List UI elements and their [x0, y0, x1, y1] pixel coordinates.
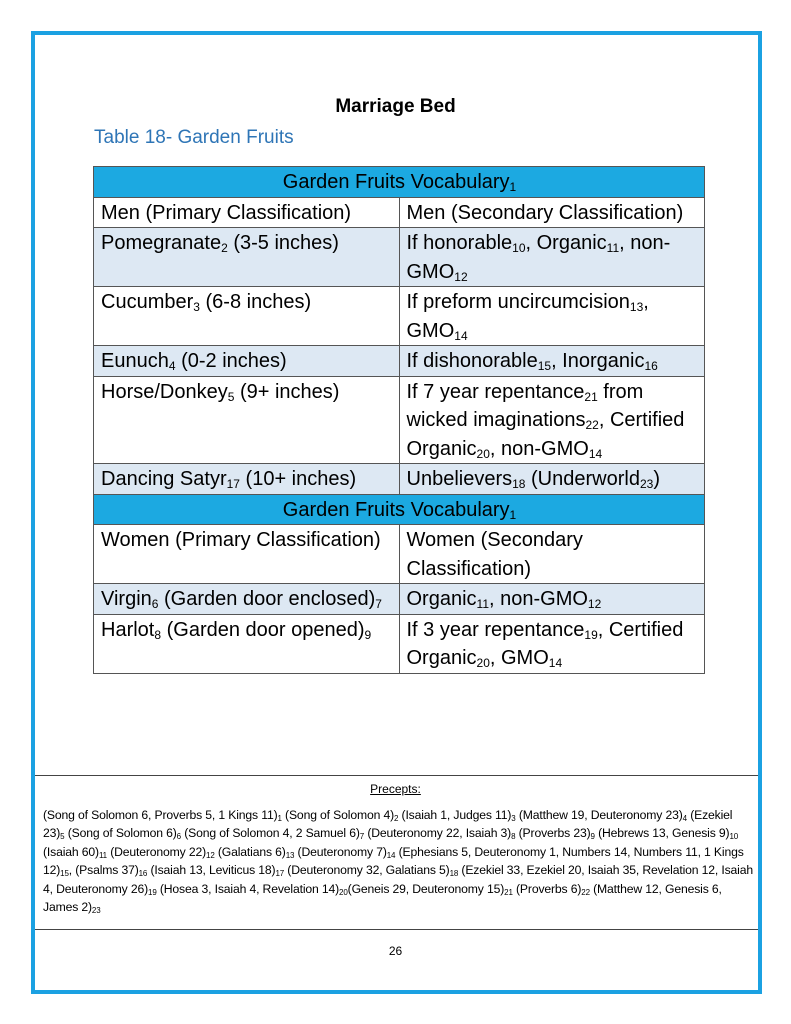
text-segment: (Ezekiel 33, Ezekiel 20, Isaiah 35, Revelation 12, Isaiah 4, Deuteronomy 26): [43, 863, 753, 896]
footnote-marker: 21: [584, 389, 598, 404]
text-segment: , Organic: [525, 232, 607, 254]
table-cell: [399, 464, 705, 495]
text-segment: (3-5 inches): [227, 232, 339, 254]
table-header-row: [94, 494, 705, 525]
footnote-marker: 19: [584, 627, 598, 642]
footnote-marker: 2: [221, 241, 228, 255]
footnote-marker: 9: [364, 627, 372, 642]
text-segment: (Song of Solomon 6): [64, 826, 177, 841]
footnote-marker: 10: [512, 241, 526, 255]
text-segment: Unbelievers: [406, 468, 513, 490]
table-cell: [399, 584, 705, 615]
footnote-marker: 21: [504, 887, 513, 897]
footnote-marker: 4: [168, 359, 176, 373]
text-segment: (Deuteronomy 7): [294, 844, 387, 859]
footnote-marker: 13: [285, 850, 295, 860]
text-segment: If honorable: [406, 232, 513, 254]
footnote-marker: 17: [226, 477, 240, 491]
text-segment: If dishonorable: [406, 350, 538, 372]
table-cell: [94, 167, 705, 198]
text-segment: Women (Secondary Classification): [406, 529, 583, 580]
table-cell: [94, 376, 400, 464]
footnote-marker: 20: [476, 656, 490, 670]
table-cell: [94, 287, 400, 346]
table-cell: [94, 464, 400, 495]
footnote-marker: 11: [476, 597, 489, 611]
footnote-marker: 18: [449, 869, 459, 879]
text-segment: (Deuteronomy 22): [106, 844, 207, 859]
text-segment: , non-GMO: [489, 588, 588, 610]
footnote-marker: 20: [476, 446, 490, 461]
text-segment: (Isaiah 1, Judges 11): [398, 808, 512, 822]
footnote-marker: 11: [606, 241, 620, 255]
footnote-marker: 11: [98, 850, 107, 860]
text-segment: (6-8 inches): [199, 291, 312, 313]
footnote-marker: 15: [537, 359, 552, 373]
footnote-marker: 12: [454, 269, 468, 284]
text-segment: (Geneis 29, Deuteronomy 15): [347, 881, 505, 896]
table-cell: [94, 614, 400, 673]
footnote-marker: 4: [682, 814, 687, 823]
table-row: [94, 525, 705, 584]
text-segment: (Ezekiel 23): [43, 808, 733, 841]
text-segment: (Song of Solomon 6, Proverbs 5, 1 Kings 11): [43, 808, 278, 822]
footnote-marker: 22: [581, 887, 590, 897]
table-cell: [94, 346, 400, 377]
text-segment: (Proverbs 23): [515, 826, 591, 841]
footnote-marker: 7: [359, 832, 365, 842]
table-cell: [94, 197, 400, 228]
table-cell: [399, 228, 705, 287]
table-cell: [399, 525, 705, 584]
footnote-marker: 20: [339, 887, 348, 897]
footnote-marker: 8: [154, 627, 162, 642]
footnote-marker: 3: [193, 300, 200, 314]
footnote-marker: 14: [588, 446, 603, 461]
text-segment: Women (Primary Classification): [101, 529, 381, 551]
page-number-divider: [35, 929, 758, 930]
text-segment: , GMO: [489, 647, 549, 669]
text-segment: Men (Secondary Classification): [406, 201, 684, 224]
text-segment: , GMO: [406, 291, 649, 342]
footnote-marker: 1: [509, 180, 517, 194]
table-cell: [94, 525, 400, 584]
text-segment: (Hosea 3, Isaiah 4, Revelation 14): [156, 881, 340, 896]
table-cell: [399, 197, 705, 228]
footnote-marker: 12: [587, 597, 602, 611]
text-segment: If 7 year repentance: [406, 380, 585, 403]
footnote-marker: 6: [151, 597, 159, 611]
text-segment: (Proverbs 6): [512, 881, 582, 896]
text-segment: Garden Fruits Vocabulary: [282, 171, 510, 193]
text-segment: Men (Primary Classification): [101, 201, 352, 224]
text-segment: (Underworld: [525, 468, 640, 490]
text-segment: (Garden door opened): [161, 618, 365, 641]
text-segment: Pomegranate: [101, 232, 222, 254]
text-segment: Harlot: [101, 618, 155, 641]
text-segment: (Deuteronomy 22, Isaiah 3): [364, 826, 512, 841]
text-segment: (10+ inches): [239, 468, 357, 490]
text-segment: Eunuch: [101, 350, 169, 372]
text-segment: Dancing Satyr: [101, 468, 227, 490]
footnote-marker: 18: [512, 477, 526, 491]
footnote-marker: 19: [148, 887, 157, 897]
precepts-title: Precepts:: [370, 782, 421, 796]
text-segment: , non-GMO: [489, 437, 589, 460]
footnote-marker: 22: [585, 418, 599, 432]
text-segment: (0-2 inches): [175, 350, 287, 372]
text-segment: , (Psalms 37): [68, 863, 139, 878]
footer-divider: [35, 775, 758, 776]
table-cell: [94, 228, 400, 287]
footnote-marker: 2: [393, 814, 399, 823]
text-segment: (Isaiah 60): [43, 844, 99, 859]
text-segment: ): [653, 468, 660, 490]
text-segment: (Isaiah 13, Leviticus 18): [147, 863, 276, 878]
table-row: [94, 614, 705, 673]
text-segment: (Deuteronomy 32, Galatians 5): [284, 863, 450, 878]
table-row: [94, 464, 705, 495]
precepts-text: [43, 806, 755, 916]
footnote-marker: 8: [511, 832, 516, 842]
table-row: [94, 197, 705, 228]
text-segment: (Ephesians 5, Deuteronomy 1, Numbers 14, Numbers 11, 1 Kings 12): [43, 844, 744, 878]
text-segment: , Certified Organic: [406, 409, 685, 460]
footnote-marker: 1: [509, 507, 517, 522]
footnote-marker: 14: [386, 850, 396, 860]
table-cell: [94, 584, 400, 615]
table-cell: [399, 287, 705, 346]
footnote-marker: 16: [644, 359, 658, 373]
footnote-marker: 9: [590, 832, 595, 842]
text-segment: from wicked imaginations: [406, 380, 644, 431]
footnote-marker: 5: [227, 389, 235, 404]
footnote-marker: 13: [629, 300, 644, 314]
text-segment: (Matthew 12, Genesis 6, James 2): [43, 881, 722, 915]
footnote-marker: 16: [138, 869, 148, 879]
table-cell: [399, 346, 705, 377]
text-segment: Organic: [406, 588, 477, 610]
table-cell: [399, 376, 705, 464]
footnote-marker: 12: [206, 850, 215, 860]
text-segment: (Matthew 19, Deuteronomy 23): [515, 808, 683, 822]
footnote-marker: 1: [277, 814, 282, 823]
footnote-marker: 15: [60, 869, 69, 879]
footnote-marker: 14: [548, 656, 563, 670]
text-segment: Horse/Donkey: [101, 380, 228, 403]
table-row: [94, 376, 705, 464]
page-title: Marriage Bed: [335, 96, 456, 117]
footnote-marker: 10: [729, 832, 739, 842]
table-cell: [399, 614, 705, 673]
text-segment: Virgin: [101, 588, 152, 610]
table-row: [94, 228, 705, 287]
footnote-marker: 6: [176, 832, 181, 842]
table-cell: [94, 494, 705, 525]
table-caption: Table 18- Garden Fruits: [94, 127, 294, 148]
footnote-marker: 7: [375, 597, 382, 611]
text-segment: , Inorganic: [551, 350, 645, 372]
text-segment: (Galatians 6): [214, 844, 286, 859]
page-number: 26: [388, 944, 403, 958]
table-row: [94, 584, 705, 615]
text-segment: (Song of Solomon 4): [281, 808, 394, 822]
text-segment: (Hebrews 13, Genesis 9): [594, 826, 730, 841]
text-segment: If 3 year repentance: [406, 618, 585, 641]
table-row: [94, 346, 705, 377]
footnote-marker: 23: [639, 477, 654, 491]
text-segment: (9+ inches): [234, 380, 340, 403]
text-segment: , Certified Organic: [406, 618, 684, 669]
footnote-marker: 14: [454, 328, 468, 343]
text-segment: Cucumber: [101, 291, 194, 313]
table-row: [94, 287, 705, 346]
garden-fruits-table: [93, 166, 705, 674]
footnote-marker: 17: [275, 869, 285, 879]
footnote-marker: 3: [511, 814, 516, 823]
text-segment: If preform uncircumcision: [406, 291, 630, 313]
footnote-marker: 5: [60, 832, 65, 842]
footnote-marker: 23: [91, 906, 101, 916]
text-segment: , non-GMO: [406, 232, 671, 283]
text-segment: Garden Fruits Vocabulary: [282, 498, 510, 521]
text-segment: (Garden door enclosed): [158, 588, 376, 610]
table-header-row: [94, 167, 705, 198]
text-segment: (Song of Solomon 4, 2 Samuel 6): [180, 826, 360, 841]
